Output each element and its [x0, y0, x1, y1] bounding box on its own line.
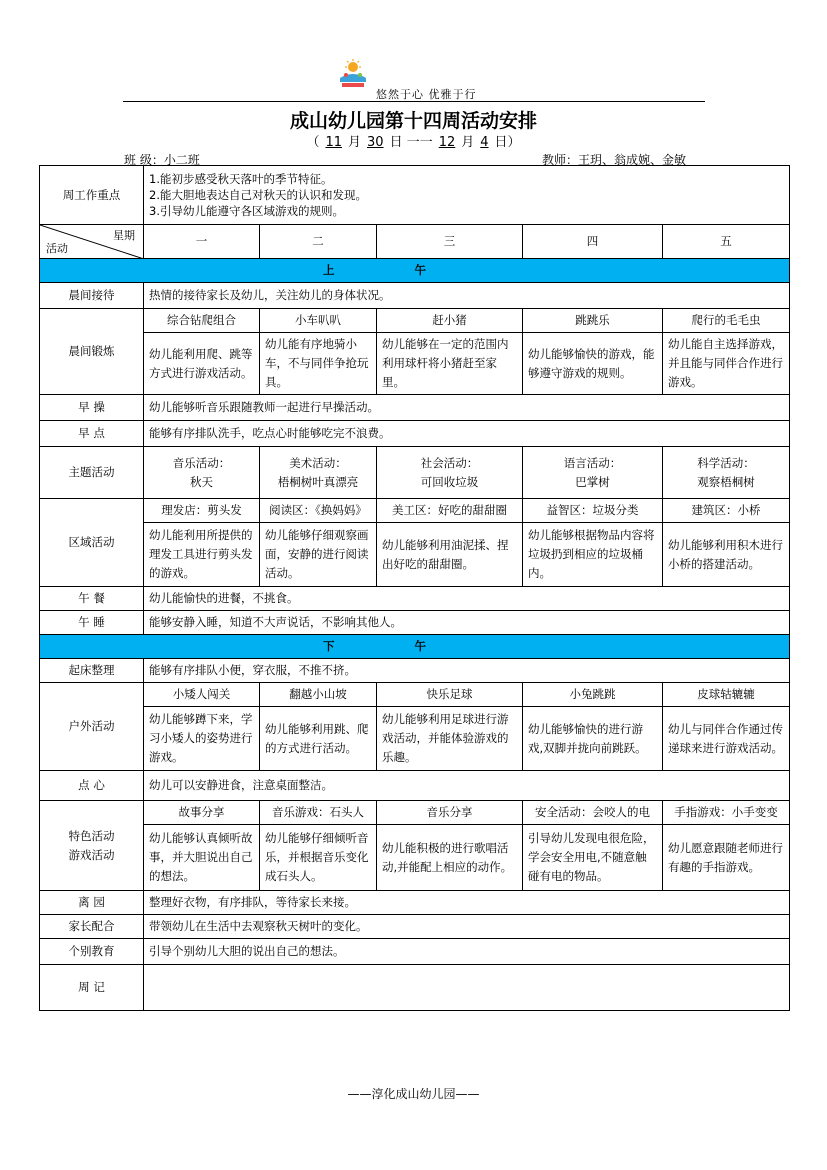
row-text: 幼儿可以安静进食，注意桌面整洁。	[144, 771, 790, 801]
kindergarten-logo	[334, 58, 372, 92]
activity-text: 幼儿能够利用油泥揉、捏出好吃的甜甜圈。	[377, 523, 523, 587]
row-label: 午 餐	[40, 587, 144, 611]
activity-title: 音乐分享	[377, 801, 523, 825]
special-title-row	[40, 801, 790, 825]
focus-item: 2.能大胆地表达自己对秋天的认识和发现。	[149, 188, 367, 202]
footer: ——淳化成山幼儿园——	[347, 1087, 480, 1101]
day-header: 三	[377, 225, 523, 259]
pm-snack-row	[40, 771, 790, 801]
activity-title: 综合钻爬组合	[144, 309, 260, 333]
activity-title: 益智区：垃圾分类	[523, 499, 663, 523]
day-header: 五	[663, 225, 790, 259]
activity-text: 幼儿能自主选择游戏，并且能与同伴合作进行游戏。	[663, 333, 790, 395]
activity-title: 快乐足球	[377, 683, 523, 707]
morning-exercise-row	[40, 395, 790, 421]
day-header: 二	[260, 225, 377, 259]
activity-text: 幼儿能够仔细倾听音乐，并根据音乐变化成石头人。	[260, 825, 377, 891]
activity-title: 赶小猪	[377, 309, 523, 333]
outdoor-text-row	[40, 707, 790, 771]
exercise-text-row	[40, 333, 790, 395]
activity-title: 爬行的毛毛虫	[663, 309, 790, 333]
section-pm-row	[40, 635, 790, 659]
activity-text: 幼儿能利用爬、跳等方式进行游戏活动。	[144, 333, 260, 395]
row-label: 个别教育	[40, 939, 144, 965]
row-label: 主题活动	[40, 447, 144, 499]
individual-row	[40, 939, 790, 965]
row-label: 晨间锻炼	[40, 309, 144, 395]
special-text-row	[40, 825, 790, 891]
theme-cell: 美术活动： 梧桐树叶真漂亮	[260, 447, 377, 499]
activity-text: 幼儿能利用所提供的理发工具进行剪头发的游戏。	[144, 523, 260, 587]
activity-text: 幼儿能够蹲下来，学习小矮人的姿势进行游戏。	[144, 707, 260, 771]
focus-label: 周工作重点	[40, 166, 144, 225]
teacher-value: 王玥、翁成婉、金敏	[578, 153, 687, 167]
theme-row	[40, 447, 790, 499]
theme-cell: 音乐活动： 秋天	[144, 447, 260, 499]
area-title-row	[40, 499, 790, 523]
focus-row	[40, 166, 790, 225]
activity-title: 阅读区：《换妈妈》	[260, 499, 377, 523]
activity-text: 幼儿能积极的进行歌唱活动,并能配上相应的动作。	[377, 825, 523, 891]
row-text: 幼儿能愉快的进餐，不挑食。	[144, 587, 790, 611]
am-snack-row	[40, 421, 790, 447]
section-pm-label: 下午	[40, 635, 790, 659]
header-divider	[123, 101, 705, 102]
row-label: 点 心	[40, 771, 144, 801]
day-header: 一	[144, 225, 260, 259]
theme-cell: 语言活动： 巴掌树	[523, 447, 663, 499]
focus-item: 1.能初步感受秋天落叶的季节特征。	[149, 172, 333, 186]
outdoor-title-row	[40, 683, 790, 707]
header-corner-cell	[40, 225, 144, 259]
activity-text: 幼儿能有序地骑小车，不与同伴争抢玩具。	[260, 333, 377, 395]
activity-text: 幼儿能够认真倾听故事，并大胆说出自己的想法。	[144, 825, 260, 891]
activity-title: 翻越小山坡	[260, 683, 377, 707]
row-label: 起床整理	[40, 659, 144, 683]
section-am-row	[40, 259, 790, 283]
activity-text: 引导幼儿发现电很危险，学会安全用电,不随意触碰有电的物品。	[523, 825, 663, 891]
page-title: 成山幼儿园第十四周活动安排	[289, 110, 537, 132]
activity-title: 理发店：剪头发	[144, 499, 260, 523]
theme-cell: 科学活动： 观察梧桐树	[663, 447, 790, 499]
class-info: 班 级：小二班	[124, 153, 200, 167]
theme-cell: 社会活动： 可回收垃圾	[377, 447, 523, 499]
wakeup-row	[40, 659, 790, 683]
day-header-row	[40, 225, 790, 259]
row-text: 幼儿能够听音乐跟随教师一起进行早操活动。	[144, 395, 790, 421]
activity-text: 幼儿能够利用足球进行游戏活动，并能体验游戏的乐趣。	[377, 707, 523, 771]
lunch-row	[40, 587, 790, 611]
row-text: 引导个别幼儿大胆的说出自己的想法。	[144, 939, 790, 965]
focus-content	[144, 166, 790, 225]
row-label: 特色活动 游戏活动	[40, 801, 144, 891]
date-range: （ 11 月 30 日 一一 12 月 4 日）	[306, 135, 521, 150]
activity-title: 跳跳乐	[523, 309, 663, 333]
row-text: 整理好衣物，有序排队，等待家长来接。	[144, 891, 790, 915]
focus-item: 3.引导幼儿能遵守各区域游戏的规则。	[149, 204, 344, 218]
weekly-notes-row	[40, 965, 790, 1011]
row-label: 早 操	[40, 395, 144, 421]
row-label: 周 记	[40, 965, 144, 1011]
motto: 悠然于心 优雅于行	[376, 88, 477, 101]
row-label: 晨间接待	[40, 283, 144, 309]
activity-title: 皮球轱辘辘	[663, 683, 790, 707]
row-label: 区域活动	[40, 499, 144, 587]
section-am-label: 上午	[40, 259, 790, 283]
nap-row	[40, 611, 790, 635]
row-text: 带领幼儿在生活中去观察秋天树叶的变化。	[144, 915, 790, 939]
activity-title: 故事分享	[144, 801, 260, 825]
row-label: 户外活动	[40, 683, 144, 771]
activity-title: 小车叭叭	[260, 309, 377, 333]
schedule-table	[39, 165, 790, 1011]
activity-text: 幼儿与同伴合作通过传递球来进行游戏活动。	[663, 707, 790, 771]
exercise-title-row	[40, 309, 790, 333]
activity-title: 小矮人闯关	[144, 683, 260, 707]
row-text: 能够安静入睡，知道不大声说话，不影响其他人。	[144, 611, 790, 635]
weekly-notes	[144, 965, 790, 1011]
activity-text: 幼儿能够根据物品内容将垃圾扔到相应的垃圾桶内。	[523, 523, 663, 587]
activity-text: 幼儿能够仔细观察画面，安静的进行阅读活动。	[260, 523, 377, 587]
activity-text: 幼儿能够愉快的进行游戏,双脚并拢向前跳跃。	[523, 707, 663, 771]
activity-title: 手指游戏：小手变变	[663, 801, 790, 825]
activity-title: 安全活动：会咬人的电	[523, 801, 663, 825]
area-text-row	[40, 523, 790, 587]
row-label: 早 点	[40, 421, 144, 447]
row-text: 能够有序排队小便，穿衣服，不推不挤。	[144, 659, 790, 683]
row-label: 午 睡	[40, 611, 144, 635]
corner-weekday: 星期	[113, 229, 135, 242]
corner-activity: 活动	[46, 242, 68, 255]
activity-title: 美工区：好吃的甜甜圈	[377, 499, 523, 523]
row-text: 热情的接待家长及幼儿，关注幼儿的身体状况。	[144, 283, 790, 309]
activity-title: 建筑区：小桥	[663, 499, 790, 523]
leave-row	[40, 891, 790, 915]
row-text: 能够有序排队洗手，吃点心时能够吃完不浪费。	[144, 421, 790, 447]
greeting-row	[40, 283, 790, 309]
activity-title: 音乐游戏：石头人	[260, 801, 377, 825]
activity-text: 幼儿愿意跟随老师进行有趣的手指游戏。	[663, 825, 790, 891]
activity-text: 幼儿能够愉快的游戏，能够遵守游戏的规则。	[523, 333, 663, 395]
activity-text: 幼儿能够利用跳、爬的方式进行活动。	[260, 707, 377, 771]
activity-title: 小兔跳跳	[523, 683, 663, 707]
family-row	[40, 915, 790, 939]
teacher-info: 教师：王玥、翁成婉、金敏	[542, 153, 687, 167]
class-value: 小二班	[163, 153, 200, 167]
activity-text: 幼儿能够利用积木进行小桥的搭建活动。	[663, 523, 790, 587]
activity-text: 幼儿能够在一定的范围内利用球杆将小猪赶至家里。	[377, 333, 523, 395]
row-label: 离 园	[40, 891, 144, 915]
day-header: 四	[523, 225, 663, 259]
row-label: 家长配合	[40, 915, 144, 939]
